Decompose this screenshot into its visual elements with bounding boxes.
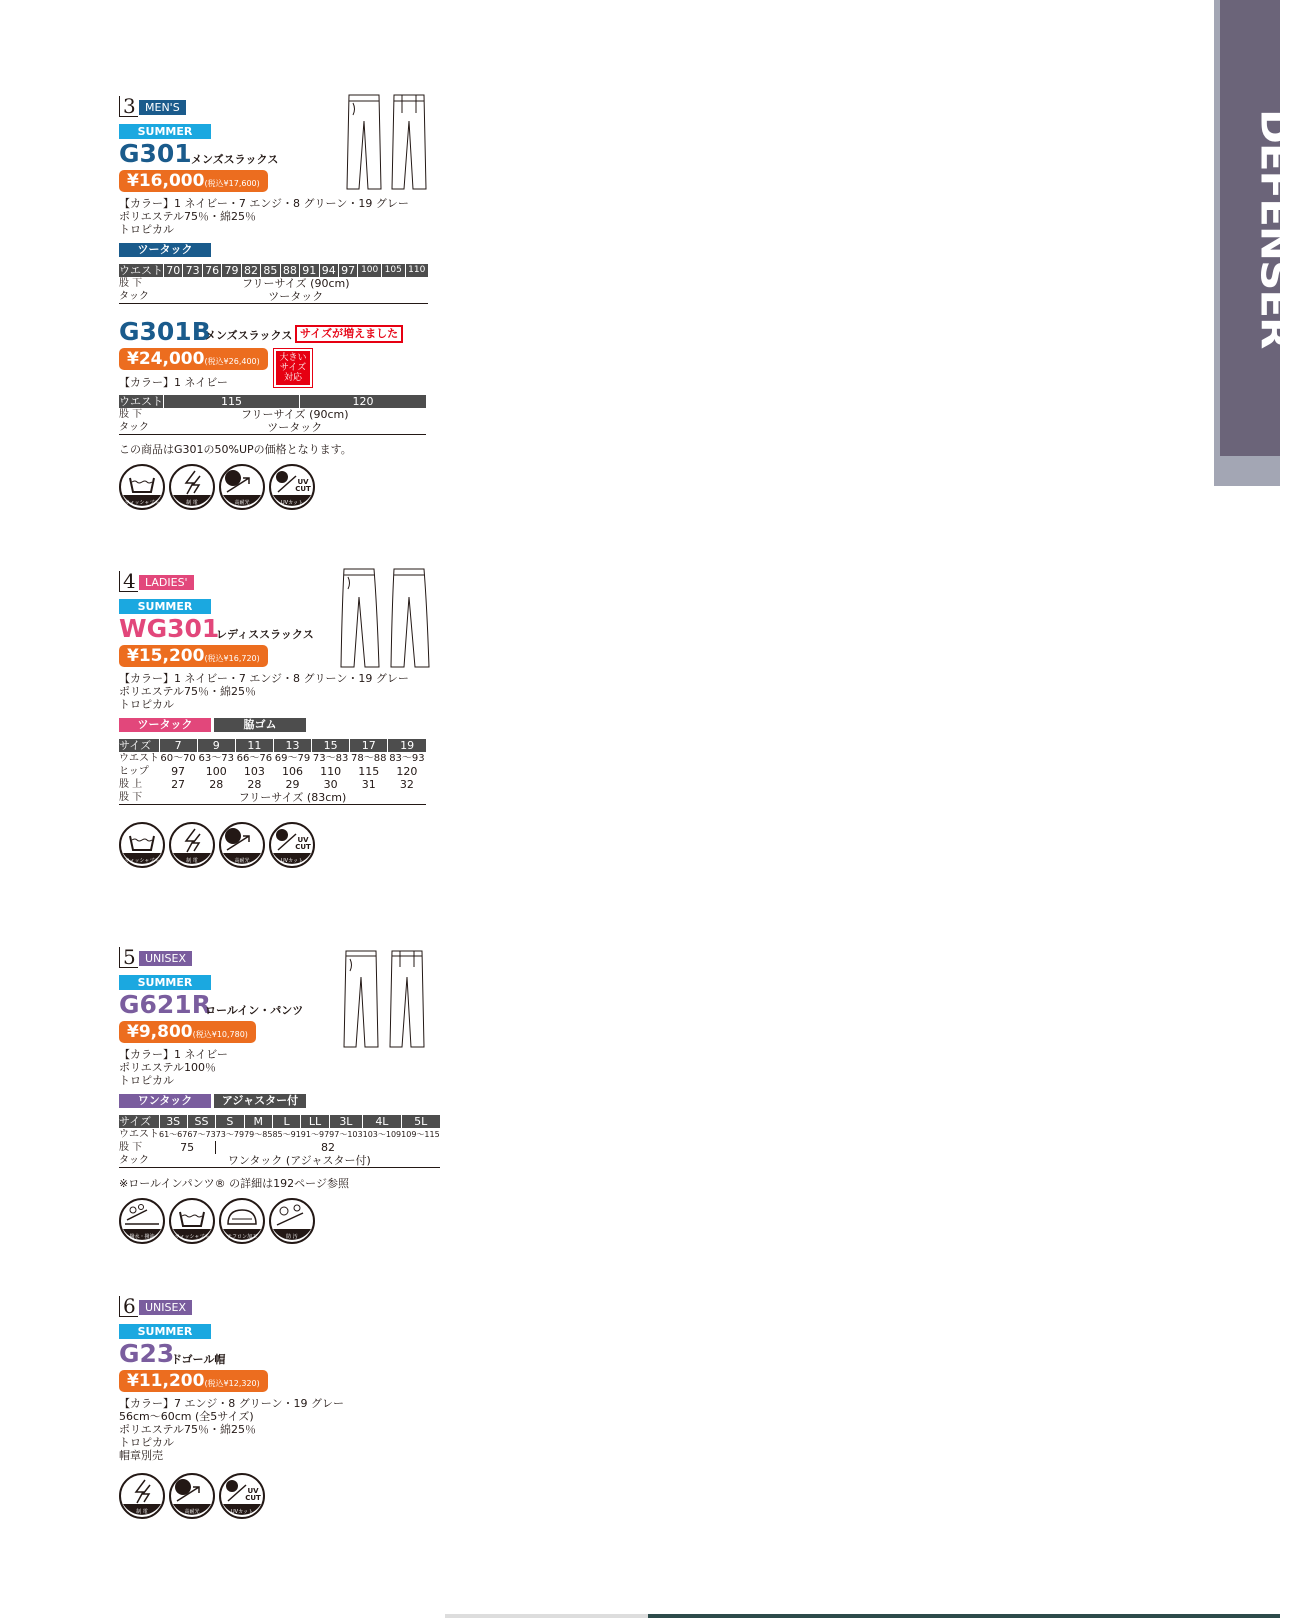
price-tax: (税込¥17,600) [204,179,260,188]
price-tax: (税込¥26,400) [204,357,260,366]
size-cell: 73 [183,264,202,277]
washable-icon [119,464,165,510]
svg-text:CUT: CUT [295,485,311,493]
size-cell: 88 [280,264,299,277]
size-cell: 4L [363,1115,402,1128]
row-value: 78〜88 [351,753,387,764]
size-cell: L [272,1115,300,1128]
size-cell: 5L [401,1115,440,1128]
row-value: 75 [159,1141,216,1154]
row-value: 28 [247,778,262,791]
size-cell: 70 [164,264,183,277]
size-cell: 82 [241,264,260,277]
spec-line: トロピカル [119,1074,174,1087]
table-row [119,1154,440,1168]
price-note: この商品はG301の50%UPの価格となります。 [119,443,352,456]
icon-label: 高耐光 [184,1509,200,1515]
size-header-row [119,1115,440,1128]
product-code: G301B [119,317,211,346]
spec-text [119,197,409,236]
size-cell: 94 [319,264,338,277]
row-value: 91〜97 [300,1130,330,1139]
spec-line: 【カラー】7 エンジ・8 グリーン・19 グレー [119,1397,344,1410]
svg-text:UV: UV [247,1487,259,1495]
row-value: 63〜73 [198,753,234,764]
feature-icons [119,822,315,868]
svg-text:CUT: CUT [295,843,311,851]
lightfast-icon [169,1473,215,1519]
product-code: G23 [119,1339,175,1368]
badge-line: 対応 [283,373,302,383]
antistatic-icon [169,822,215,868]
svg-text:UV: UV [297,478,309,486]
row-value: 69〜79 [274,753,311,764]
size-header-label: ウエスト [119,395,163,408]
row-value: 97〜103 [329,1130,363,1139]
icon-label: 制 電 [136,1509,148,1515]
size-cell: 85 [261,264,280,277]
water-oil-repellent-icon [119,1198,165,1244]
price-badge [119,1370,268,1392]
elastic-tag: 脇ゴム [214,718,306,732]
section-number: 6 [119,1296,138,1317]
price-badge [119,170,268,192]
row-value: 97 [171,765,186,778]
spec-line: ポリエステル75％・綿25％ [119,1423,257,1436]
side-brand-tab [1214,0,1297,486]
size-cell: 120 [300,395,427,408]
icon-label: UVカット [230,1509,254,1515]
size-cell: 15 [312,739,350,752]
icon-label: ウォッシャブル [124,858,160,864]
size-header-row [119,739,426,752]
icon-label: ウォッシャブル [124,500,160,506]
row-label: ヒップ [119,766,149,777]
footer-bar [445,1614,1280,1618]
icon-label: 制 電 [186,858,198,864]
size-table [119,395,426,435]
spec-line: 【カラー】1 ネイビー [119,1048,228,1061]
gender-badge: LADIES' [139,575,194,590]
table-row [119,408,426,421]
badge-line: 大きい [279,353,307,363]
tuck-tag: ツータック [119,243,211,257]
row-label: ウエスト [119,753,159,764]
table-row [119,765,426,778]
stain-proof-icon [269,1198,315,1244]
size-header-label: サイズ [119,1115,159,1128]
size-cell: 79 [222,264,241,277]
row-value: ツータック [164,421,427,435]
size-cell: 7 [159,739,197,752]
uv-cut-icon [269,822,315,868]
row-value: 60〜70 [160,753,196,764]
large-size-badge [274,349,312,387]
size-cell: 115 [164,395,300,408]
size-cell: 3S [159,1115,187,1128]
size-cell: S [216,1115,244,1128]
size-header-row [119,395,426,408]
row-value: 73〜79 [215,1130,245,1139]
row-label: 股 下 [119,1142,143,1153]
price: ¥9,800 [127,1022,193,1042]
row-value: 83〜93 [389,753,425,764]
row-label: 股 上 [119,779,143,790]
size-cell: LL [301,1115,329,1128]
table-row [119,1128,440,1141]
spec-text [119,1397,344,1462]
row-label: ウエスト [119,1129,159,1140]
icon-label: 防 汚 [286,1234,298,1240]
table-row [119,791,426,805]
lightfast-icon [219,464,265,510]
product-name: メンズスラックス [205,329,293,342]
spec-line: 【カラー】1 ネイビー・7 エンジ・8 グリーン・19 グレー [119,197,409,210]
size-cell: SS [187,1115,215,1128]
spec-line: 【カラー】1 ネイビー・7 エンジ・8 グリーン・19 グレー [119,672,409,685]
row-value: 109〜115 [401,1130,440,1139]
spec-line: ポリエステル100％ [119,1061,217,1074]
table-row [119,421,426,435]
spec-text [119,376,228,389]
size-cell: 91 [300,264,319,277]
side-tab-panel [1220,0,1297,456]
brand-logo: DEFENSER [1252,109,1297,349]
pants-illustration-g621r [342,949,432,1049]
row-value: 27 [171,778,186,791]
size-cell: 76 [202,264,221,277]
antistatic-icon [169,464,215,510]
product-code: WG301 [119,614,220,643]
size-table [119,264,428,304]
row-value: ワンタック (アジャスター付) [159,1154,440,1168]
price-badge [119,645,268,667]
price-badge [119,1021,256,1043]
row-value: 31 [361,778,376,791]
row-label: タック [119,290,164,304]
row-label: タック [119,421,164,435]
season-badge: SUMMER [119,1324,211,1339]
row-label: 股 下 [119,278,143,289]
row-value: 79〜85 [244,1130,273,1139]
row-value: ツータック [164,290,429,304]
row-value: フリーサイズ (90cm) [240,408,349,421]
row-value: 100 [205,765,227,778]
tuck-tag: ツータック [119,718,211,732]
size-cell: 13 [273,739,311,752]
table-row [119,277,428,290]
feature-icons [119,464,315,510]
row-value: 28 [209,778,224,791]
row-value: フリーサイズ (90cm) [241,277,350,290]
row-value: 82 [320,1141,335,1154]
section-number: 5 [119,947,138,968]
table-row [119,1141,440,1154]
row-value: 120 [396,765,418,778]
row-value: 110 [320,765,342,778]
size-cell: 100 [358,264,382,277]
price: ¥16,000 [127,171,205,191]
product-name: ロールイン・パンツ [205,1004,304,1017]
svg-text:UV: UV [297,836,309,844]
size-cell: 110 [405,264,428,277]
product-code: G621R [119,990,211,1019]
row-value: 106 [281,765,303,778]
washable-icon [169,1198,215,1244]
row-value: 85〜91 [272,1130,301,1139]
spec-line: トロピカル [119,223,174,236]
icon-label: UVカット [280,858,304,864]
price: ¥15,200 [127,646,205,666]
row-value: 32 [399,778,414,791]
section-number: 4 [119,571,138,592]
price-tax: (税込¥16,720) [204,654,260,663]
product-name: メンズスラックス [191,153,279,166]
table-row [119,752,426,765]
icon-label: 高耐光 [234,858,250,864]
gender-badge: MEN'S [139,100,186,115]
row-label: タック [119,1154,159,1168]
gender-badge: UNISEX [139,951,192,966]
size-header-label: ウエスト [119,264,163,277]
table-row [119,290,428,304]
pants-illustration-g301 [345,93,431,191]
row-value: 67〜73 [187,1130,216,1139]
table-row [119,778,426,791]
size-cell: 11 [235,739,273,752]
size-cell: 3L [329,1115,362,1128]
lightfast-icon [219,822,265,868]
spec-line: ポリエステル75％・綿25％ [119,685,257,698]
spec-line: 【カラー】1 ネイビー [119,376,228,389]
price-tax: (税込¥12,320) [204,1379,260,1388]
spec-text [119,672,409,711]
size-cell: 19 [388,739,426,752]
size-cell: 17 [350,739,388,752]
washable-icon [119,822,165,868]
size-header-row [119,264,428,277]
icon-label: 撥水・撥油 [129,1234,155,1240]
row-value: 29 [285,778,300,791]
season-badge: SUMMER [119,975,211,990]
row-label: 股 下 [119,791,159,805]
tuck-tag: ワンタック [119,1094,211,1108]
spec-line: 56cm〜60cm (全5サイズ) [119,1410,254,1423]
season-badge: SUMMER [119,599,211,614]
row-value: 115 [358,765,380,778]
row-value: 73〜83 [312,753,349,764]
size-cell: 105 [381,264,405,277]
spec-line: トロピカル [119,698,174,711]
antistatic-icon [119,1473,165,1519]
price-tax: (税込¥10,780) [192,1030,248,1039]
price-badge [119,348,268,370]
size-cell: 9 [197,739,235,752]
icon-label: ウォッシャブル [174,1234,210,1240]
section-number: 3 [119,96,138,117]
size-cell: M [244,1115,272,1128]
spec-line: ポリエステル75％・綿25％ [119,210,257,223]
pants-illustration-wg301 [339,567,431,669]
size-header-label: サイズ [119,739,159,752]
adjuster-tag: アジャスター付 [214,1094,306,1108]
feature-icons [119,1473,265,1519]
spec-line: 帽章別売 [119,1449,163,1462]
teflon-icon [219,1198,265,1244]
price: ¥24,000 [127,349,205,369]
svg-text:CUT: CUT [245,1494,261,1502]
footer-bar-dark [648,1614,1280,1618]
size-cell: 97 [338,264,357,277]
icon-label: テフロン加工 [226,1234,258,1240]
icon-label: UVカット [280,500,304,506]
icon-label: 制 電 [186,500,198,506]
detail-note: ※ロールインパンツ® の詳細は192ページ参照 [119,1177,349,1190]
row-value: 30 [323,778,338,791]
spec-text [119,1048,228,1087]
icon-label: 高耐光 [234,500,250,506]
price: ¥11,200 [127,1371,205,1391]
row-label: 股 下 [119,409,143,420]
row-value: 66〜76 [236,753,273,764]
size-table [119,1115,440,1168]
row-value: 103 [243,765,265,778]
season-badge: SUMMER [119,124,211,139]
notice-badge: サイズが増えました [295,325,403,343]
row-value: 61〜67 [159,1130,188,1139]
gender-badge: UNISEX [139,1300,192,1315]
row-value: 103〜109 [362,1130,402,1139]
product-name: レディススラックス [216,628,314,641]
uv-cut-icon [219,1473,265,1519]
spec-line: トロピカル [119,1436,174,1449]
product-name: ドゴール帽 [171,1353,226,1366]
product-code: G301 [119,139,192,168]
size-table [119,739,426,805]
badge-line: サイズ [279,363,307,373]
uv-cut-icon [269,464,315,510]
row-value: フリーサイズ (83cm) [159,791,426,805]
feature-icons [119,1198,315,1244]
